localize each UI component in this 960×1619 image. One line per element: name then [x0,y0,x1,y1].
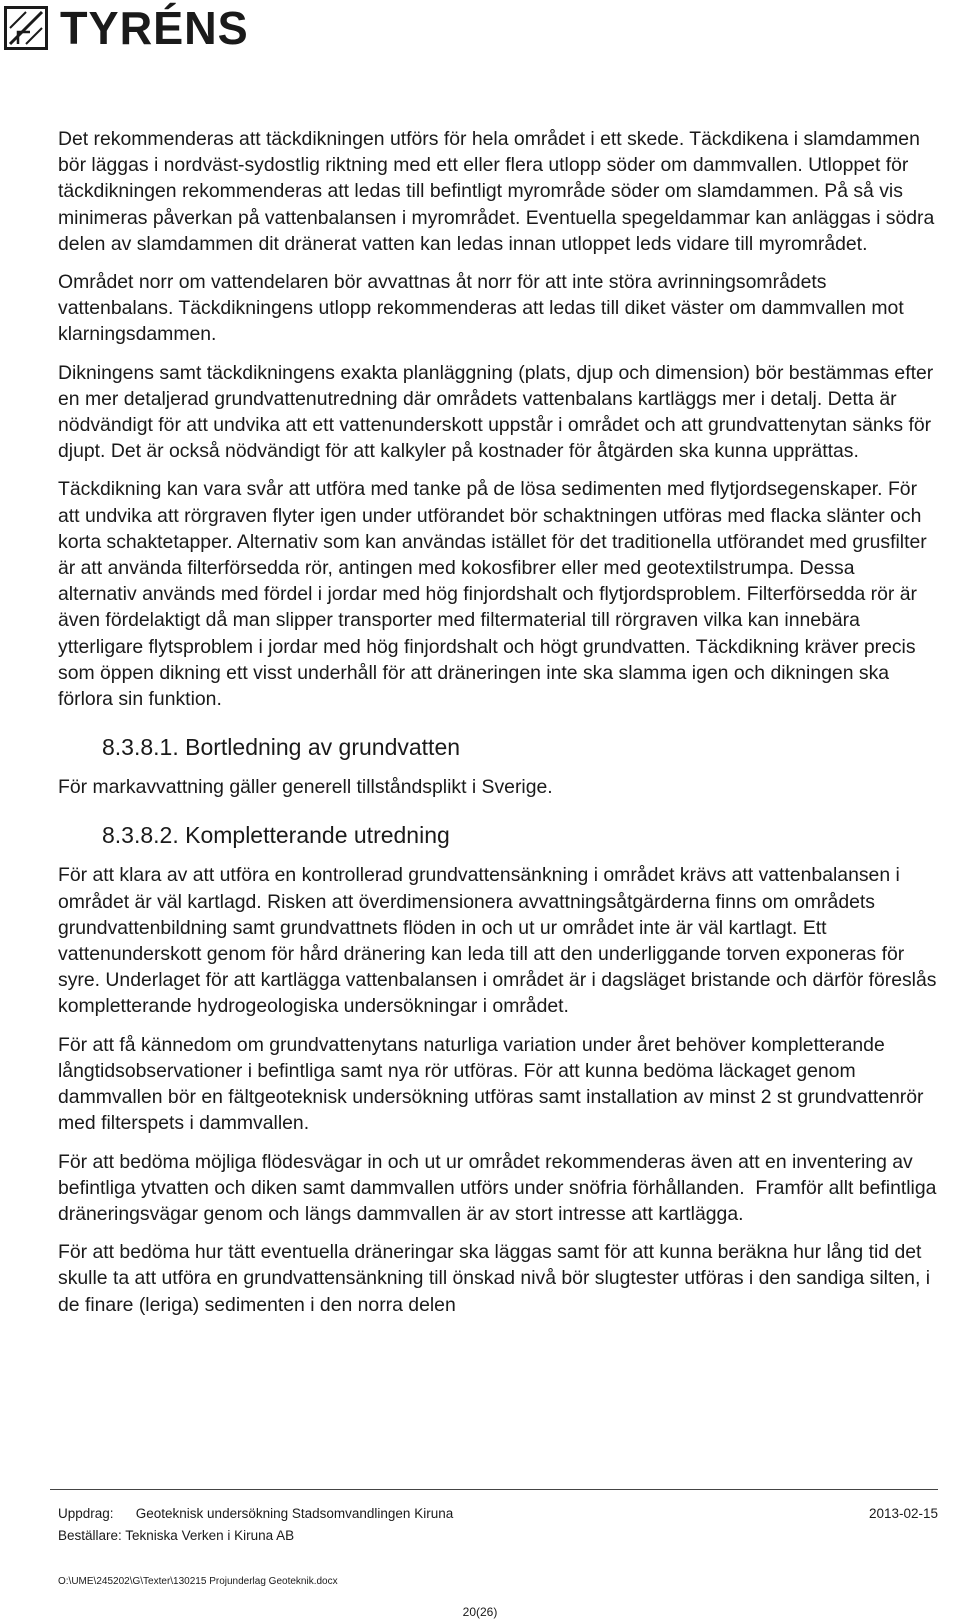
paragraph: För markavvattning gäller generell tillståndsplikt i Sverige. [58,776,553,799]
logo-wordmark: TYRÉNS [60,2,249,54]
footer-assignment-value: Geoteknisk undersökning Stadsomvandlingen Kiruna [135,1506,454,1521]
paragraph: För att bedöma hur tätt eventuella dräneringar ska läggas samt för att kunna beräkna hur lång tid det skulle ta att utföra en grundvattensänkning till önskad nivå bör slugtester utföras i den sandiga silten, i de finare (leriga) sedimenten i den norra delen [58,1241,936,1316]
paragraph: Täckdikning kan vara svår att utföra med tanke på de lösa sedimenten med flytjordsegenskaper. För att undvika att rörgraven flyter igen under utförandet bör schaktningen utföras med flacka slänter och korta schaktetapper. Alternativ som kan användas istället för det traditionella utförandet med grusfilter är att använda filterförsedda rör, antingen med kokosfibrer eller med geotextilstrumpa. Dessa alternativ används med fördel i jordar med hög finjordshalt och flytjordsproblem. Filterförsedda rör är även fördelaktigt då man slipper transporter med filtermaterial till rörgraven vilka kan innebära ytterligare flytsproblem i jordar med hög finjordshalt och högt grundvatten. Täckdikning kräver precis som öppen dikning ett visst underhåll för att dräneringen inte ska slamma igen och dikningen ska förlora sin funktion. [58,478,933,711]
paragraph: För att bedöma möjliga flödesvägar in och ut ur området rekommenderas även att en inventering av befintliga ytvatten och diken samt dammvallen utförs under snöfria förhållanden. Framför allt befintliga dräneringsvägar genom och längs dammvallen är av stort intresse att kartlägga. [58,1150,942,1225]
paragraph: Dikningens samt täckdikningens exakta planläggning (plats, djup och dimension) bör bestämmas efter en mer detaljerad grundvattenutredning där områdets vattenbalans kartläggs mer i detalj. Detta är nödvändigt för att undvika att ett vattenunderskott uppstår i området och att grundvattenytan sänks för djupt. Det är också nödvändigt för att kalkyler på kostnader för åtgärden ska kunna upprättas. [58,361,939,463]
paragraph: För att klara av att utföra en kontrollerad grundvattensänkning i området krävs att vattenbalansen i området är väl kartlagd. Risken att överdimensionera avvattningsåtgärderna finns om områdets grundvattenbildning samt grundvattnets flöden in och ut ur området inte är väl kartlagt. Ett vattenunderskott genom för hård dränering kan leda till att den underliggande torven exponeras för syre. Underlaget för att kartlägga vattenbalansen i området är i dagsläget bristande och därför föreslås kompletterande hydrogeologiska undersökningar i området. [58,864,942,1018]
page-number: 20(26) [462,1605,498,1619]
company-logo [0,2,253,54]
footer-file-path: O:\UME\245202\G\Texter\130215 Projunderlag Geoteknik.docx [58,1576,338,1587]
footer-assignment-row [58,1506,938,1521]
footer-divider [50,1489,938,1490]
tyrens-logo-mark-icon [4,6,48,50]
paragraph: För att få kännedom om grundvattenytans naturliga variation under året behöver kompletterande långtidsobservationer i befintliga samt nya rör utföras. För att kunna bedöma läckaget genom dammvallen bör en fältgeoteknisk undersökning utföras samt installation av minst 2 st grundvattenrör med filterspets i dammvallen. [58,1033,929,1135]
paragraph: Området norr om vattendelaren bör avvattnas åt norr för att inte störa avrinningsområdets vattenbalans. Täckdikningens utlopp rekommenderas att ledas till diket väster om dammvallen mot klarningsdammen. [58,271,910,346]
paragraph: Det rekommenderas att täckdikningen utförs för hela området i ett skede. Täckdikena i slamdammen bör läggas i nordväst-sydostlig riktning med ett eller flera utlopp söder om dammvallen. Utloppet för täckdikningen rekommenderas att ledas till befintligt myrområde söder om slamdammen. På så vis minimeras påverkan på vattenbalansen i myrområdet. Eventuella spegeldammar kan anläggas i södra delen av slamdammen dit dränerat vatten kan ledas innan utloppet leds vidare till myrområdet. [58,128,940,255]
section-heading: 8.3.8.2. Kompletterande utredning [102,822,450,849]
footer-date: 2013-02-15 [868,1506,938,1521]
footer-assignment-label: Uppdrag: [58,1506,114,1521]
document-body [58,126,942,1330]
section-heading: 8.3.8.1. Bortledning av grundvatten [102,734,461,761]
footer-client: Beställare: Tekniska Verken i Kiruna AB [58,1528,295,1543]
